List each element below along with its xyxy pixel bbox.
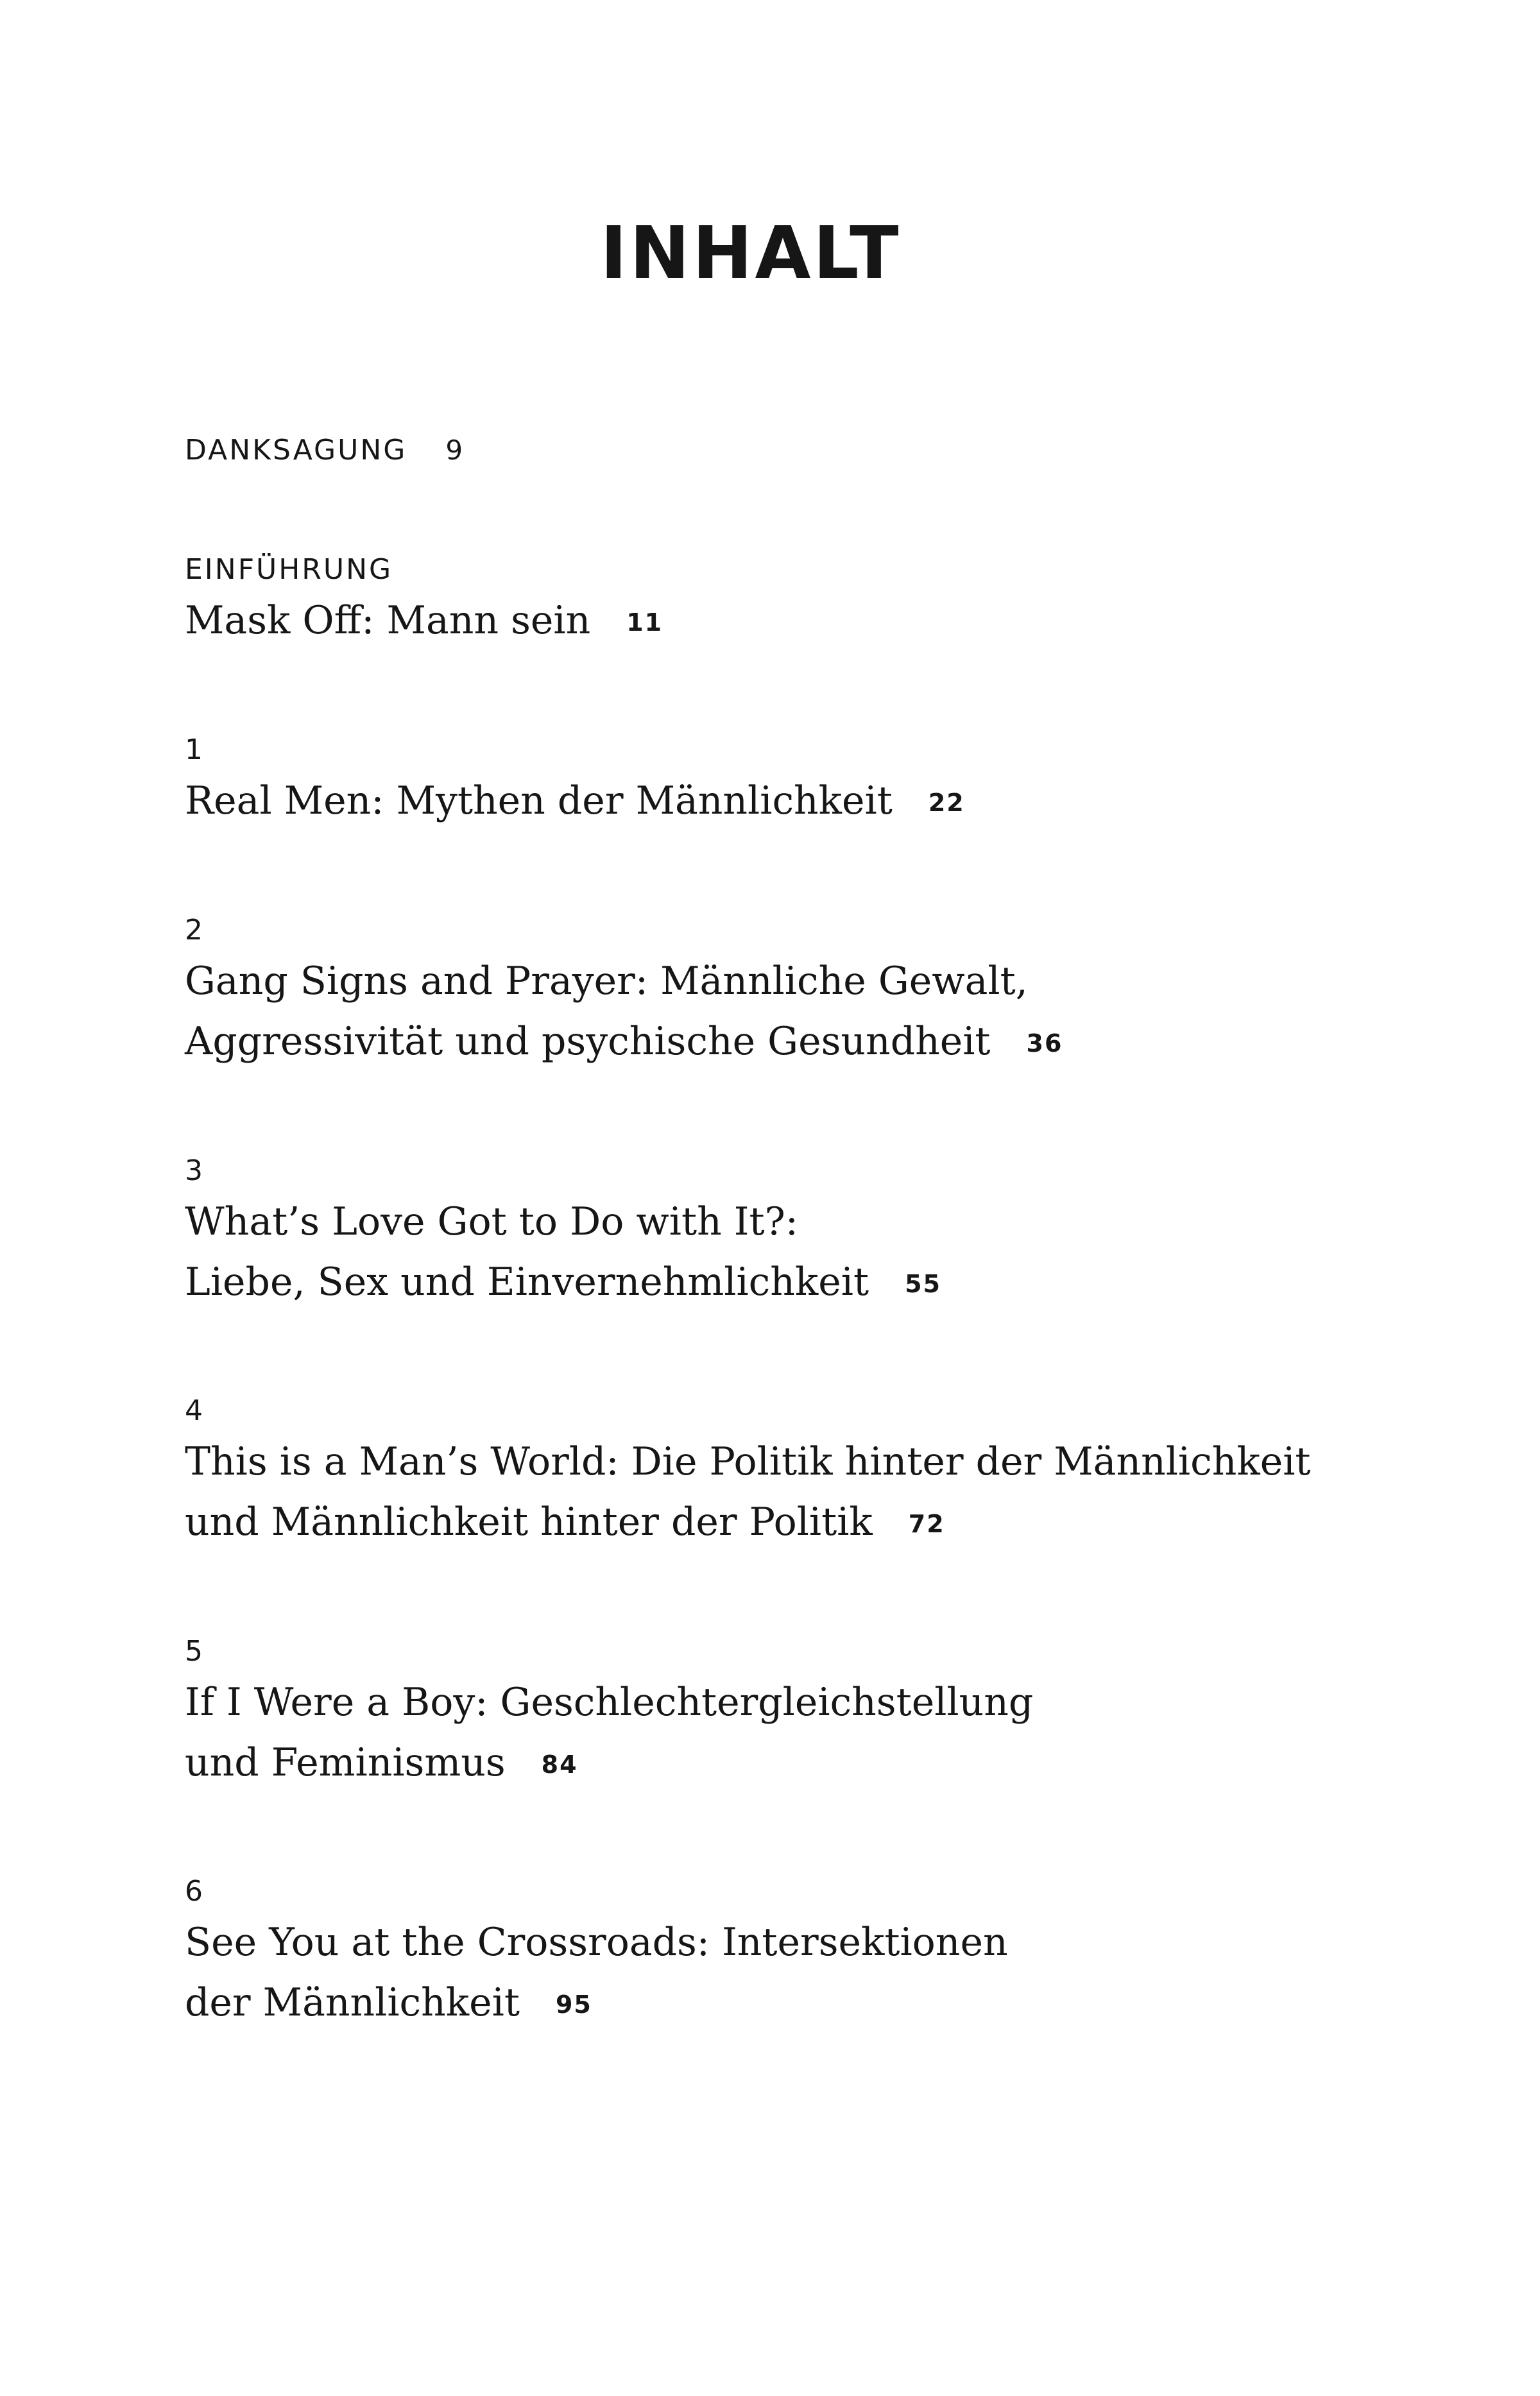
toc-title-line: This is a Man’s World: Die Politik hinter der Männlichkeit: [185, 1439, 1311, 1484]
toc-entry-chapter-1[interactable]: [185, 730, 1468, 831]
toc-page-number: 72: [908, 1510, 945, 1538]
toc-entry-chapter-4[interactable]: [185, 1391, 1468, 1552]
toc-label: EINFÜHRUNG: [185, 553, 393, 586]
toc-page-number: 95: [555, 1990, 592, 2019]
toc-page-number: 9: [445, 434, 465, 466]
chapter-number: 3: [185, 1154, 205, 1187]
toc-title-text: der Männlichkeit: [185, 1980, 520, 2025]
toc-title-line: [185, 1733, 1468, 1793]
toc-title-text: und Feminismus: [185, 1740, 506, 1785]
toc-entry-chapter-6[interactable]: [185, 1871, 1468, 2033]
page-title: INHALT: [600, 212, 902, 295]
toc-title-line: [185, 1252, 1468, 1312]
toc-title-line: If I Were a Boy: Geschlechtergleichstellung: [185, 1680, 1034, 1725]
toc-page-number: 22: [928, 789, 965, 817]
toc-title-line: See You at the Crossroads: Intersektionen: [185, 1920, 1008, 1965]
chapter-number: 4: [185, 1394, 205, 1427]
toc-title-text: Liebe, Sex und Einvernehmlichkeit: [185, 1260, 869, 1305]
toc-page-number: 36: [1026, 1029, 1063, 1057]
toc-title-text: Aggressivität und psychische Gesundheit: [185, 1019, 991, 1064]
chapter-number: 2: [185, 914, 205, 946]
toc-entry-chapter-3[interactable]: [185, 1151, 1468, 1312]
toc-page-number: 84: [541, 1750, 578, 1779]
toc-title-line: [185, 1972, 1468, 2033]
toc-title-line: Gang Signs and Prayer: Männliche Gewalt,: [185, 959, 1028, 1004]
toc-title-text: Mask Off: Mann sein: [185, 598, 591, 643]
toc-entry-chapter-5[interactable]: [185, 1631, 1468, 1793]
toc-label: [185, 430, 1468, 471]
toc-entry-chapter-2[interactable]: [185, 910, 1468, 1072]
chapter-number: 6: [185, 1875, 205, 1908]
toc-title-text: Real Men: Mythen der Männlichkeit: [185, 778, 893, 823]
chapter-number: 5: [185, 1635, 205, 1668]
toc-title-line: [185, 771, 1468, 831]
toc-label-text: DANKSAGUNG: [185, 434, 407, 466]
toc-page-number: 11: [626, 608, 663, 637]
toc-title-line: What’s Love Got to Do with It?:: [185, 1199, 798, 1244]
toc-title-line: [185, 590, 1468, 651]
toc-entry-danksagung[interactable]: [185, 430, 1468, 471]
chapter-number: 1: [185, 733, 205, 766]
toc-title-line: [185, 1011, 1468, 1072]
toc-entry-einfuehrung[interactable]: [185, 549, 1468, 651]
toc-title-text: und Männlichkeit hinter der Politik: [185, 1500, 873, 1545]
toc-title-line: [185, 1492, 1468, 1552]
toc-page-number: 55: [905, 1270, 941, 1298]
